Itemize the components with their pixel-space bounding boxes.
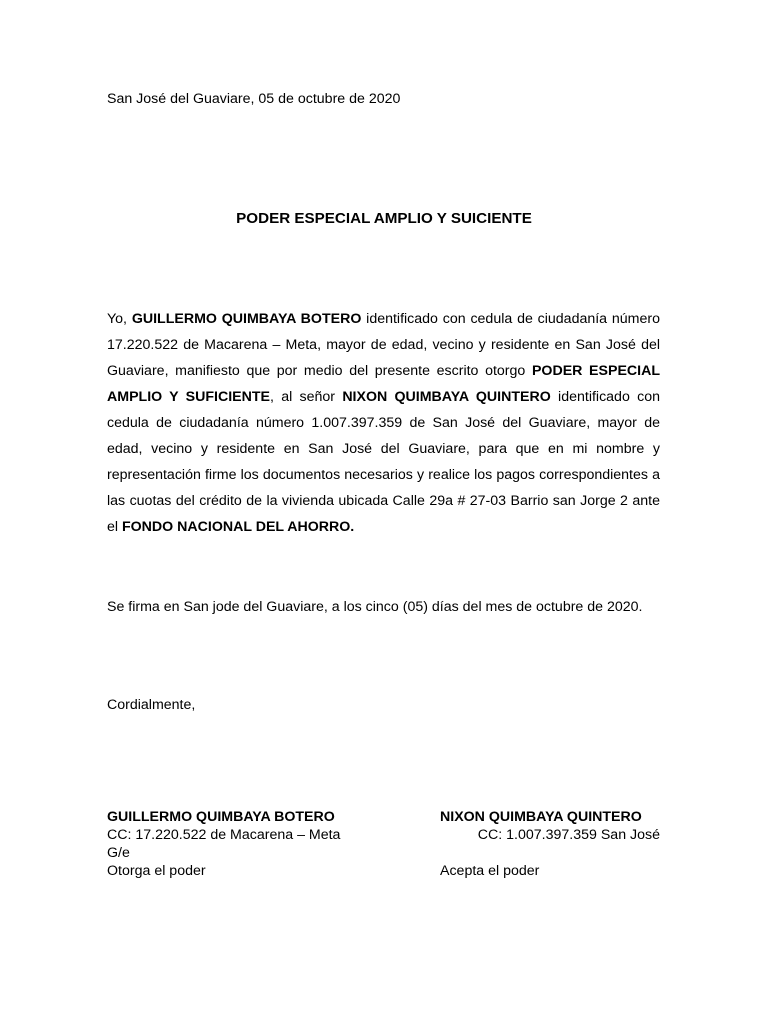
grantee-signature-cc: CC: 1.007.397.359 San José bbox=[477, 827, 660, 843]
signature-block-grantor bbox=[107, 808, 377, 880]
document-title: PODER ESPECIAL AMPLIO Y SUICIENTE bbox=[236, 210, 532, 227]
grantor-signature-cc: CC: 17.220.522 de Macarena – Meta bbox=[107, 827, 341, 843]
grantee-signature-name: NIXON QUIMBAYA QUINTERO bbox=[440, 809, 642, 825]
closing-paragraph: Se firma en San jode del Guaviare, a los cinco (05) días del mes de octubre de 2020. bbox=[107, 599, 643, 615]
grantor-name: GUILLERMO QUIMBAYA BOTERO bbox=[131, 311, 362, 327]
body-text-3: , al señor bbox=[270, 389, 343, 405]
grantor-signature-cc-cont: G/e bbox=[107, 845, 130, 861]
signature-block-grantee bbox=[440, 808, 660, 880]
grantor-signature-role: Otorga el poder bbox=[107, 863, 206, 879]
institution-name: FONDO NACIONAL DEL AHORRO. bbox=[121, 519, 355, 535]
body-text-4: identificado con cedula de ciudadanía número 1.007.397.359 de San José del Guaviare, mayor de edad, vecino y residente en San José del Guaviare, para que en mi nombre y representación firme los documentos necesarios y realice los pagos correspondientes a las cuotas del crédito de la vivienda ubicada Calle 29a # 27-03 Barrio san Jorge 2 ante el bbox=[107, 389, 660, 535]
regards: Cordialmente, bbox=[107, 697, 196, 713]
body-text-2: identificado con cedula de ciudadanía número 17.220.522 de Macarena – Meta, mayor de edad, vecino y residente en San José del Guaviare, manifiesto que por medio del presente escrito otorgo bbox=[107, 311, 660, 379]
body-text-1: Yo, bbox=[107, 311, 132, 327]
power-type: PODER ESPECIAL AMPLIO Y SUFICIENTE bbox=[107, 363, 661, 405]
grantor-signature-name: GUILLERMO QUIMBAYA BOTERO bbox=[107, 809, 335, 825]
grantee-signature-role: Acepta el poder bbox=[440, 863, 540, 879]
date-line: San José del Guaviare, 05 de octubre de 2020 bbox=[107, 91, 401, 107]
body-paragraph bbox=[107, 306, 660, 540]
grantee-name: NIXON QUIMBAYA QUINTERO bbox=[342, 389, 551, 405]
